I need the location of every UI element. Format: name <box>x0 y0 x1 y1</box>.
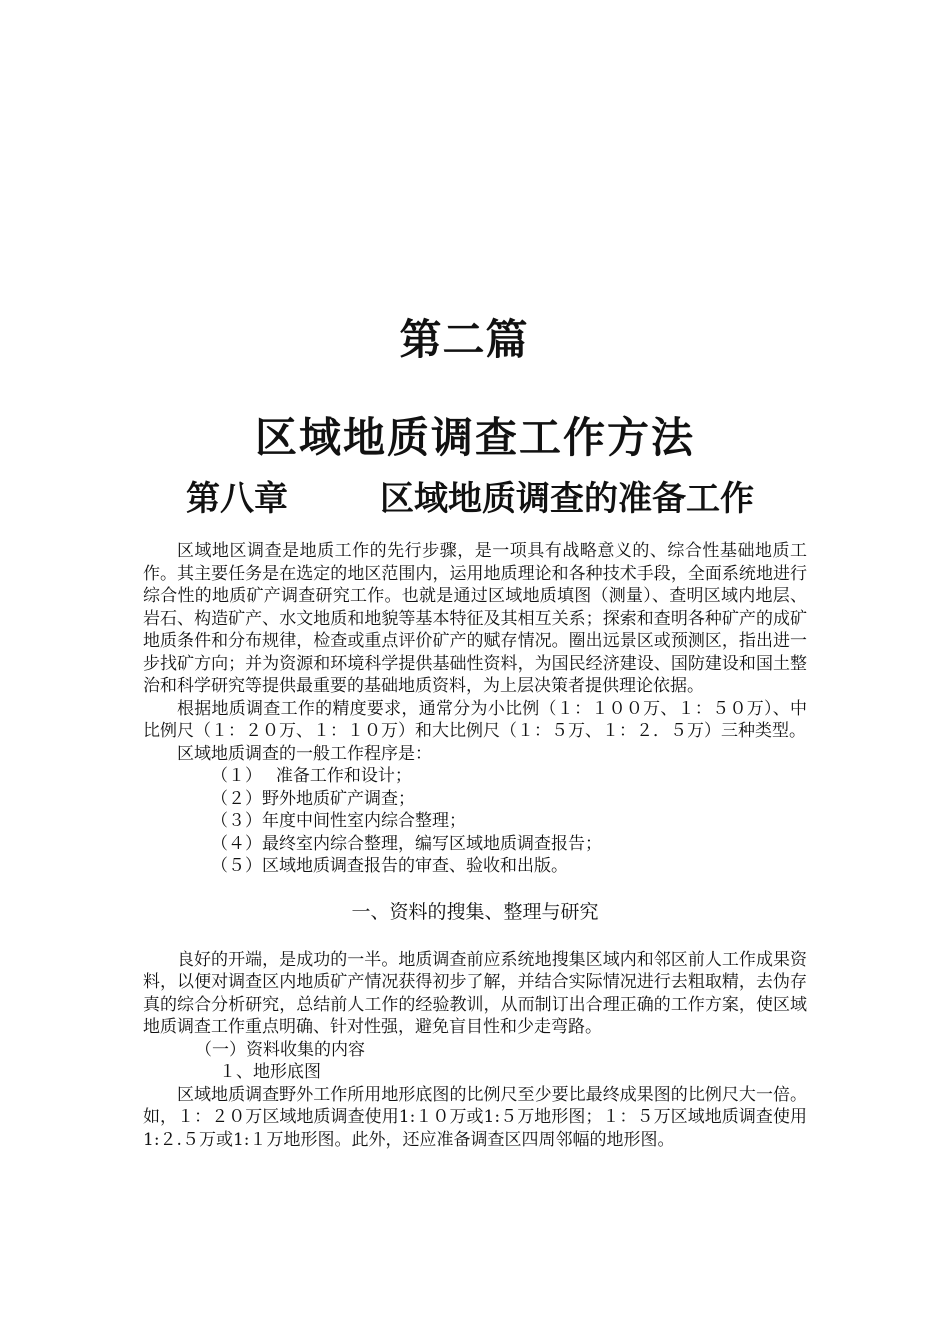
procedure-step: （３）年度中间性室内综合整理； <box>211 811 466 831</box>
procedure-step: （２）野外地质矿产调查； <box>211 788 415 809</box>
subsection-heading: （一）资料收集的内容 <box>195 1039 365 1060</box>
section-intro-paragraph: 良好的开端，是成功的一半。地质调查前应系统地搜集区域内和邻区前人工作成果资料，以便对调查区内地质矿产情况获得初步了解，并结合实际情况进行去粗取精，去伪存真的综合分析研究，总结前人工作的经验教训，从而制订出合理正确的工作方案，使区域地质调查工作重点明确、针对性强，避免盲目性和少走弯路。 <box>143 949 807 1037</box>
procedure-step: （５）区域地质调查报告的审查、验收和出版。 <box>211 856 568 876</box>
procedure-step: （４）最终室内综合整理，编写区域地质调查报告； <box>211 833 602 854</box>
subsubsection-heading: １、地形底图 <box>219 1062 321 1082</box>
chapter-number: 第八章 <box>186 479 288 519</box>
chapter-title <box>186 474 754 524</box>
intro-paragraph: 区域地区调查是地质工作的先行步骤，是一项具有战略意义的、综合性基础地质工作。其主要任务是在选定的地区范围内，运用地质理论和各种技术手段，全面系统地进行综合性的地质矿产调查研究工作。也就是通过区域地质填图（测量）、查明区域内地层、岩石、构造矿产、水文地质和地貌等基本特征及其相互关系；探索和查明各种矿产的成矿地质条件和分布规律，检查或重点评价矿产的赋存情况。圈出远景区或预测区，指出进一步找矿方向；并为资源和环境科学提供基础性资料，为国民经济建设、国防建设和国土整治和科学研究等提供最重要的基础地质资料，为上层决策者提供理论依据。 <box>143 541 807 696</box>
procedure-intro: 区域地质调查的一般工作程序是： <box>177 743 432 764</box>
book-title: 区域地质调查工作方法 <box>254 413 695 462</box>
part-title: 第二篇 <box>399 315 529 364</box>
topo-map-paragraph: 区域地质调查野外工作所用地形底图的比例尺至少要比最终成果图的比例尺大一倍。如，１：２０万区域地质调查使用1:１０万或1:５万地形图；１：５万区域地质调查使用1:２.５万或1:１万地形图。此外，还应准备调查区四周邻幅的地形图。 <box>143 1084 807 1150</box>
section-heading: 一、资料的搜集、整理与研究 <box>351 900 599 923</box>
document-body <box>143 540 807 1151</box>
chapter-name: 区域地质调查的准备工作 <box>380 479 754 519</box>
procedure-step: （１） 准备工作和设计； <box>211 766 412 786</box>
scale-paragraph: 根据地质调查工作的精度要求，通常分为小比例（１：１００万、１：５０万）、中比例尺（１：２０万、１：１０万）和大比例尺（１：５万、１：２．５万）三种类型。 <box>143 698 807 741</box>
